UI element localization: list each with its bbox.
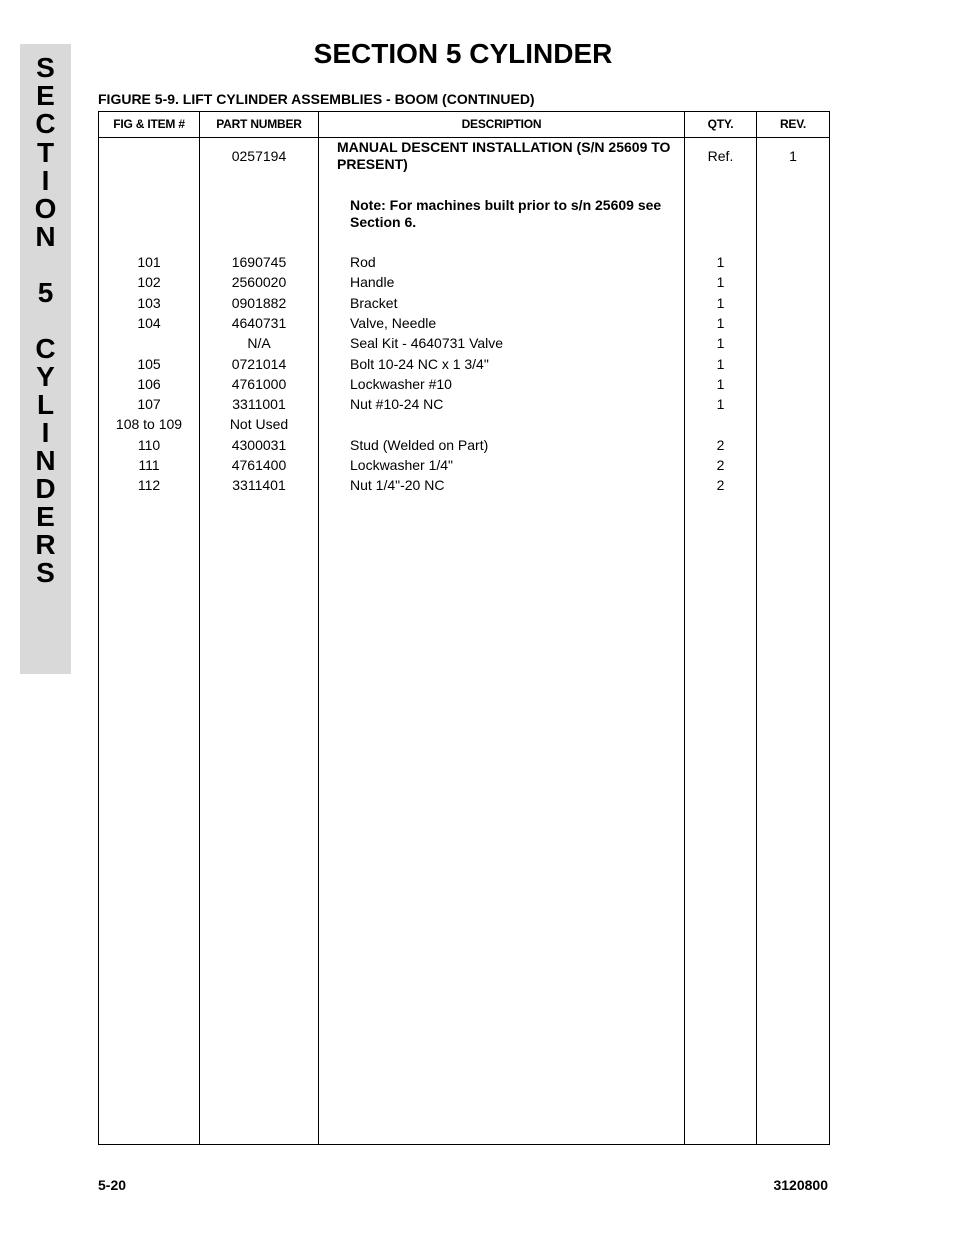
row-part-number: 0901882 [231, 295, 287, 311]
row-part-number: 3311401 [232, 477, 286, 493]
row-part-number: 1690745 [231, 254, 287, 270]
header-description: DESCRIPTION [461, 117, 542, 131]
row-qty: 1 [716, 356, 725, 372]
side-tab-letter: Y [36, 361, 55, 392]
side-tab-letter: R [35, 529, 56, 560]
assembly-part-number: 0257194 [231, 148, 287, 164]
row-item-number: 103 [137, 295, 161, 311]
parts-table [98, 111, 830, 1145]
assembly-qty: Ref. [707, 148, 734, 164]
document-number: 3120800 [773, 1177, 828, 1193]
side-tab-letter: I [41, 417, 50, 448]
row-qty: 1 [716, 274, 725, 290]
row-item-number: 112 [137, 477, 161, 493]
row-description: Lockwasher #10 [350, 376, 452, 392]
row-part-number: 3311001 [232, 396, 286, 412]
row-part-number: 2560020 [231, 274, 287, 290]
assembly-note: Note: For machines built prior to s/n 25609 see Section 6. [350, 197, 662, 230]
side-tab-letter: N [35, 221, 56, 252]
row-item-number: 105 [137, 356, 161, 372]
row-item-number: 106 [137, 376, 161, 392]
row-item-number: 107 [137, 396, 161, 412]
page-title: SECTION 5 CYLINDER [313, 38, 613, 69]
row-description: Bolt 10-24 NC x 1 3/4" [350, 356, 489, 372]
side-tab-letter: S [36, 52, 55, 83]
row-part-number: 4640731 [231, 315, 287, 331]
row-qty: 2 [716, 457, 725, 473]
assembly-description: MANUAL DESCENT INSTALLATION (S/N 25609 TO PRESENT) [337, 139, 671, 172]
page-number: 5-20 [98, 1177, 127, 1193]
row-qty: 1 [716, 295, 725, 311]
row-qty: 1 [716, 335, 725, 351]
row-item-number: 110 [137, 437, 161, 453]
row-qty: 1 [716, 315, 725, 331]
row-item-number: 104 [137, 315, 161, 331]
row-description: Bracket [350, 295, 398, 311]
side-tab-letter: D [35, 473, 56, 504]
row-part-number: 4761000 [231, 376, 287, 392]
row-part-number: 0721014 [231, 356, 287, 372]
side-tab-letter: 5 [37, 277, 54, 308]
header-part-number: PART NUMBER [216, 117, 302, 131]
column-divider [318, 112, 319, 1144]
side-tab-letter: O [34, 193, 57, 224]
side-tab-letter: S [36, 557, 55, 588]
side-tab-letter: N [35, 445, 56, 476]
row-description: Lockwasher 1/4" [350, 457, 454, 473]
row-item-number: 102 [137, 274, 161, 290]
row-part-number: Not Used [229, 416, 289, 432]
header-fig-item: FIG & ITEM # [113, 117, 185, 131]
side-tab-letter: E [36, 501, 55, 532]
side-tab-letter: I [41, 165, 50, 196]
side-tab-letter: C [35, 108, 56, 139]
row-description: Valve, Needle [350, 315, 437, 331]
row-part-number: 4300031 [231, 437, 287, 453]
assembly-rev: 1 [789, 148, 797, 164]
row-description: Handle [350, 274, 395, 290]
row-qty: 1 [716, 376, 725, 392]
side-tab-letter: T [36, 137, 55, 168]
row-qty: 2 [716, 437, 725, 453]
figure-title: FIGURE 5-9. LIFT CYLINDER ASSEMBLIES - BOOM (CONTINUED) [98, 91, 535, 107]
row-qty: 1 [716, 254, 725, 270]
side-tab-letter: C [35, 333, 56, 364]
row-qty: 1 [716, 396, 725, 412]
row-qty: 2 [716, 477, 725, 493]
row-item-number: 101 [137, 254, 161, 270]
row-description: Stud (Welded on Part) [350, 437, 489, 453]
row-item-number: 108 to 109 [115, 416, 183, 432]
side-tab-letter: E [36, 80, 55, 111]
side-tab-letter: L [36, 389, 55, 420]
row-part-number: 4761400 [231, 457, 287, 473]
row-description: Nut #10-24 NC [350, 396, 444, 412]
column-divider [756, 112, 757, 1144]
row-description: Rod [350, 254, 376, 270]
header-qty: QTY. [707, 117, 734, 131]
section-side-tab [20, 44, 71, 674]
row-part-number: N/A [247, 335, 271, 351]
header-rev: REV. [779, 117, 807, 131]
row-item-number: 111 [138, 457, 160, 473]
row-description: Seal Kit - 4640731 Valve [350, 335, 504, 351]
header-divider [99, 137, 829, 138]
row-description: Nut 1/4"-20 NC [350, 477, 445, 493]
